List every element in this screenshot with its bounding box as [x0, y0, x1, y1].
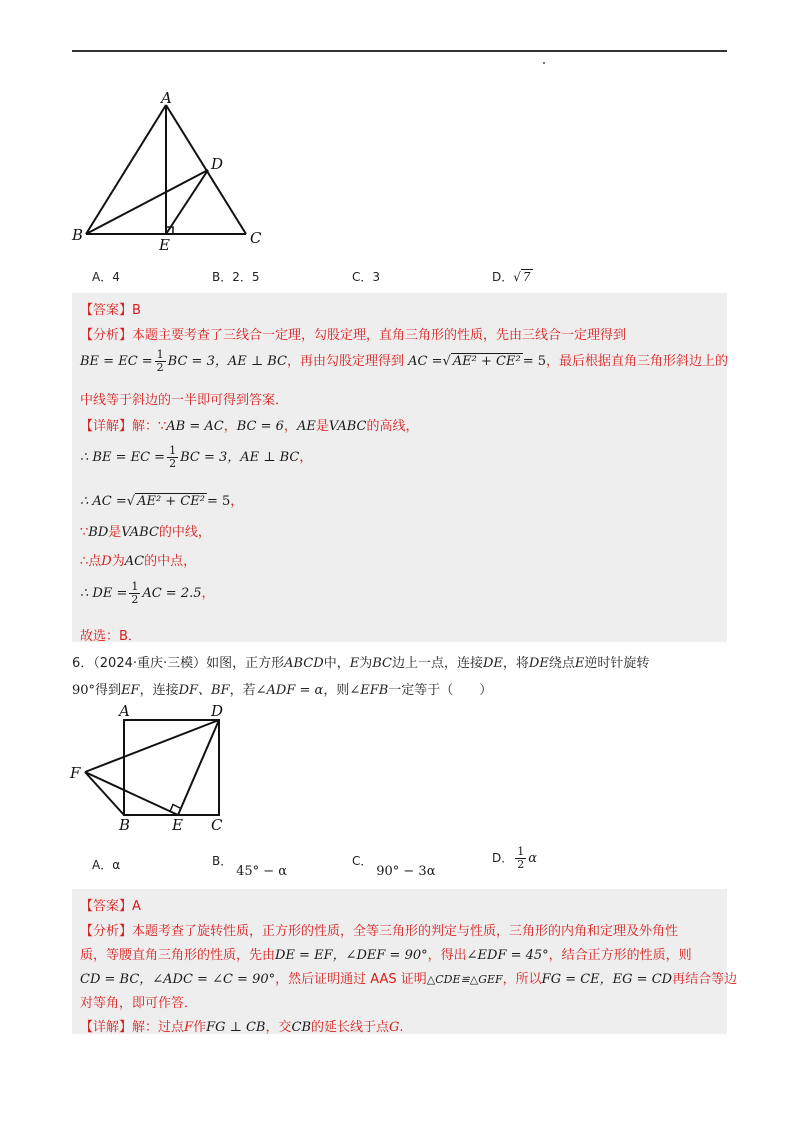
q5-detail-line3: ∴ AC =√ AE² + CE² = 5， [80, 494, 244, 509]
label-D: D [211, 702, 224, 720]
label-E: E [172, 816, 183, 832]
square-figure [68, 702, 238, 832]
q5-analysis-line2: BE = EC = $\frac{1}{2}$ BC = 3，AE ⊥ BC，再由勾股定理得到 AC =√ AE² + CE² = 5，最后根据直角三角形斜边上的 [80, 348, 728, 374]
q5-detail-line4: ∵BD是VABC的中线， [80, 525, 211, 540]
q5-detail-line1: 【详解】解：∵AB = AC，BC = 6，AE是VABC的高线， [80, 419, 419, 434]
segment-DE [166, 170, 208, 234]
label-A: A [161, 90, 172, 107]
label-C: C [250, 229, 262, 247]
q6-analysis-line3: CD = BC，∠ADC = ∠C = 90°，然后证明通过 AAS 证明△CDE≌△GEF，所以FG = CE，EG = CD再结合等边 [80, 972, 738, 987]
q5-analysis-line3: 中线等于斜边的一半即可得到答案． [80, 393, 289, 408]
header-rule [72, 50, 727, 52]
label-E: E [159, 236, 170, 254]
q5-option-b[interactable]: B．2．5 [212, 270, 260, 284]
q6-solution-box [72, 889, 738, 1035]
q6-answer: 【答案】A [80, 899, 141, 914]
q5-option-c[interactable]: C．3 [352, 270, 381, 284]
triangle-figure [70, 90, 270, 255]
q5-detail-line6: ∴ DE = $\frac{1}{2}$ AC = 2.5， [80, 580, 215, 606]
q6-option-b[interactable]: B． 45° − α [212, 854, 288, 879]
right-angle-mark [170, 805, 180, 812]
q6-stem-line1: 6．（2024·重庆·三模）如图，正方形ABCD中，E为BC边上一点，连接DE，将DE绕点E逆时针旋转 [72, 656, 650, 671]
q5-answer: 【答案】B [80, 303, 141, 318]
q6-analysis-line1: 【分析】本题考查了旋转性质，正方形的性质，全等三角形的判定与性质，三角形的内角和定理及外角性 [80, 924, 679, 939]
q5-choose: 故选：B． [80, 629, 141, 644]
sqrt-symbol: √ 7 [513, 270, 531, 284]
q5-detail-line5: ∴点D为AC的中点， [80, 554, 197, 569]
q6-stem-line2: 90°得到EF，连接DF、BF，若∠ADF = α，则∠EFB一定等于（ ） [72, 683, 493, 698]
q6-analysis-line4: 对等角，即可作答． [80, 996, 198, 1011]
header-dot [543, 62, 545, 64]
label-F: F [70, 764, 81, 782]
q5-option-d[interactable]: D．√ 7 [492, 270, 531, 284]
label-B: B [72, 226, 84, 244]
q6-detail-line1: 【详解】解：过点F作FG ⊥ CB，交CB的延长线于点G. [80, 1020, 404, 1035]
segment-FE [85, 772, 178, 815]
q6-option-c[interactable]: C． 90° − 3α [352, 854, 436, 879]
side-AB [86, 105, 166, 234]
q6-option-a[interactable]: A．α [92, 858, 121, 872]
q5-solution-box [72, 293, 727, 642]
label-C: C [211, 816, 223, 832]
q5-option-a[interactable]: A．4 [92, 270, 120, 284]
label-A: A [119, 702, 130, 720]
q6-options [92, 845, 732, 880]
median-BD [86, 170, 208, 234]
label-D: D [211, 155, 224, 173]
q5-options [92, 268, 732, 292]
q5-analysis-line1: 【分析】本题主要考查了三线合一定理，勾股定理，直角三角形的性质，先由三线合一定理得到 [80, 328, 627, 343]
label-B: B [119, 816, 131, 832]
q6-analysis-line2: 质，等腰直角三角形的性质，先由DE = EF，∠DEF = 90°，得出∠EDF = 45°，结合正方形的性质，则 [80, 948, 692, 963]
square-ABCD [124, 720, 219, 815]
q5-detail-line2: ∴ BE = EC = $\frac{1}{2}$ BC = 3，AE ⊥ BC， [80, 444, 313, 470]
segment-FB [85, 772, 124, 815]
q6-option-d[interactable]: D． $\frac{1}{2}$ α [492, 845, 538, 871]
